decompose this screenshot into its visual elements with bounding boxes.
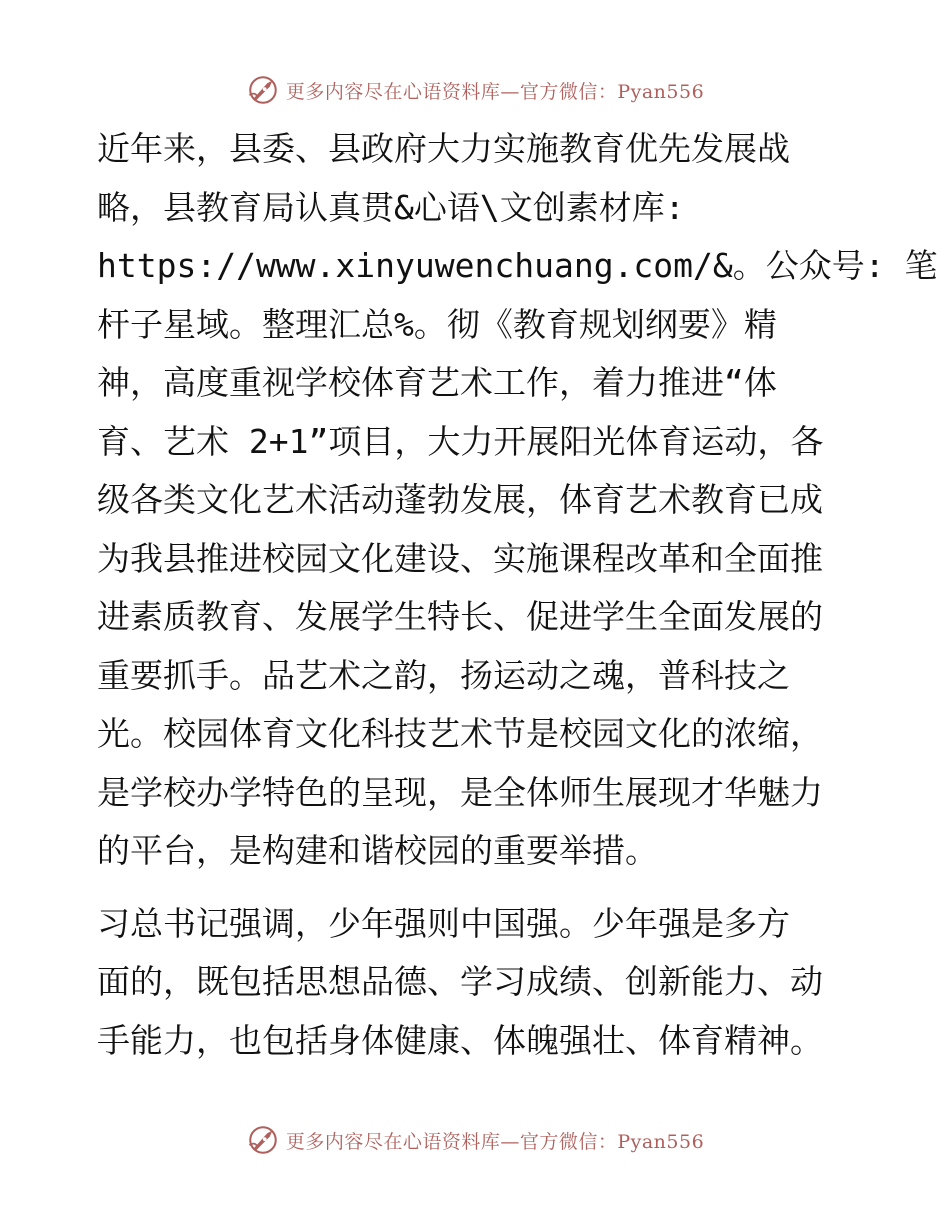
pen-nib-logo-icon	[246, 73, 280, 107]
text-line: 习总书记强调，少年强则中国强。少年强是多方	[97, 903, 790, 943]
text-line: 进素质教育、发展学生特长、促进学生全面发展的	[97, 597, 823, 636]
text-line: 杆子星域。整理汇总%。彻《教育规划纲要》精	[97, 304, 777, 344]
text-line: 重要抓手。品艺术之韵，扬运动之魂，普科技之	[97, 655, 790, 695]
document-body	[97, 120, 938, 1070]
footer-banner	[0, 1120, 950, 1160]
text-line: 光。校园体育文化科技艺术节是校园文化的浓缩，	[97, 714, 823, 753]
paragraph-2	[97, 895, 857, 1071]
footer-banner-text: 更多内容尽在心语资料库—官方微信：Pyan556	[285, 1130, 705, 1153]
text-line: 为我县推进校园文化建设、实施课程改革和全面推	[97, 538, 823, 578]
text-line: 是学校办学特色的呈现，是全体师生展现才华魅力	[97, 772, 823, 812]
text-line: https://www.xinyuwenchuang.com/&。公众号: 笔	[97, 246, 938, 285]
text-line: 手能力，也包括身体健康、体魄强壮、体育精神。	[97, 1020, 823, 1060]
paragraph-1	[97, 120, 938, 881]
text-line: 略，县教育局认真贯&心语\文创素材库:	[97, 187, 685, 227]
pen-nib-logo-icon	[246, 1123, 280, 1157]
text-line: 神，高度重视学校体育艺术工作，着力推进“体	[97, 363, 777, 402]
header-banner	[0, 70, 950, 110]
text-line: 的平台，是构建和谐校园的重要举措。	[97, 831, 658, 870]
text-line: 面的，既包括思想品德、学习成绩、创新能力、动	[97, 962, 823, 1001]
text-line: 级各类文化艺术活动蓬勃发展，体育艺术教育已成	[97, 480, 823, 519]
text-line: 近年来，县委、县政府大力实施教育优先发展战	[97, 129, 790, 168]
header-banner-text: 更多内容尽在心语资料库—官方微信：Pyan556	[285, 80, 705, 103]
text-line: 育、艺术 2+1”项目，大力开展阳光体育运动，各	[97, 421, 824, 461]
